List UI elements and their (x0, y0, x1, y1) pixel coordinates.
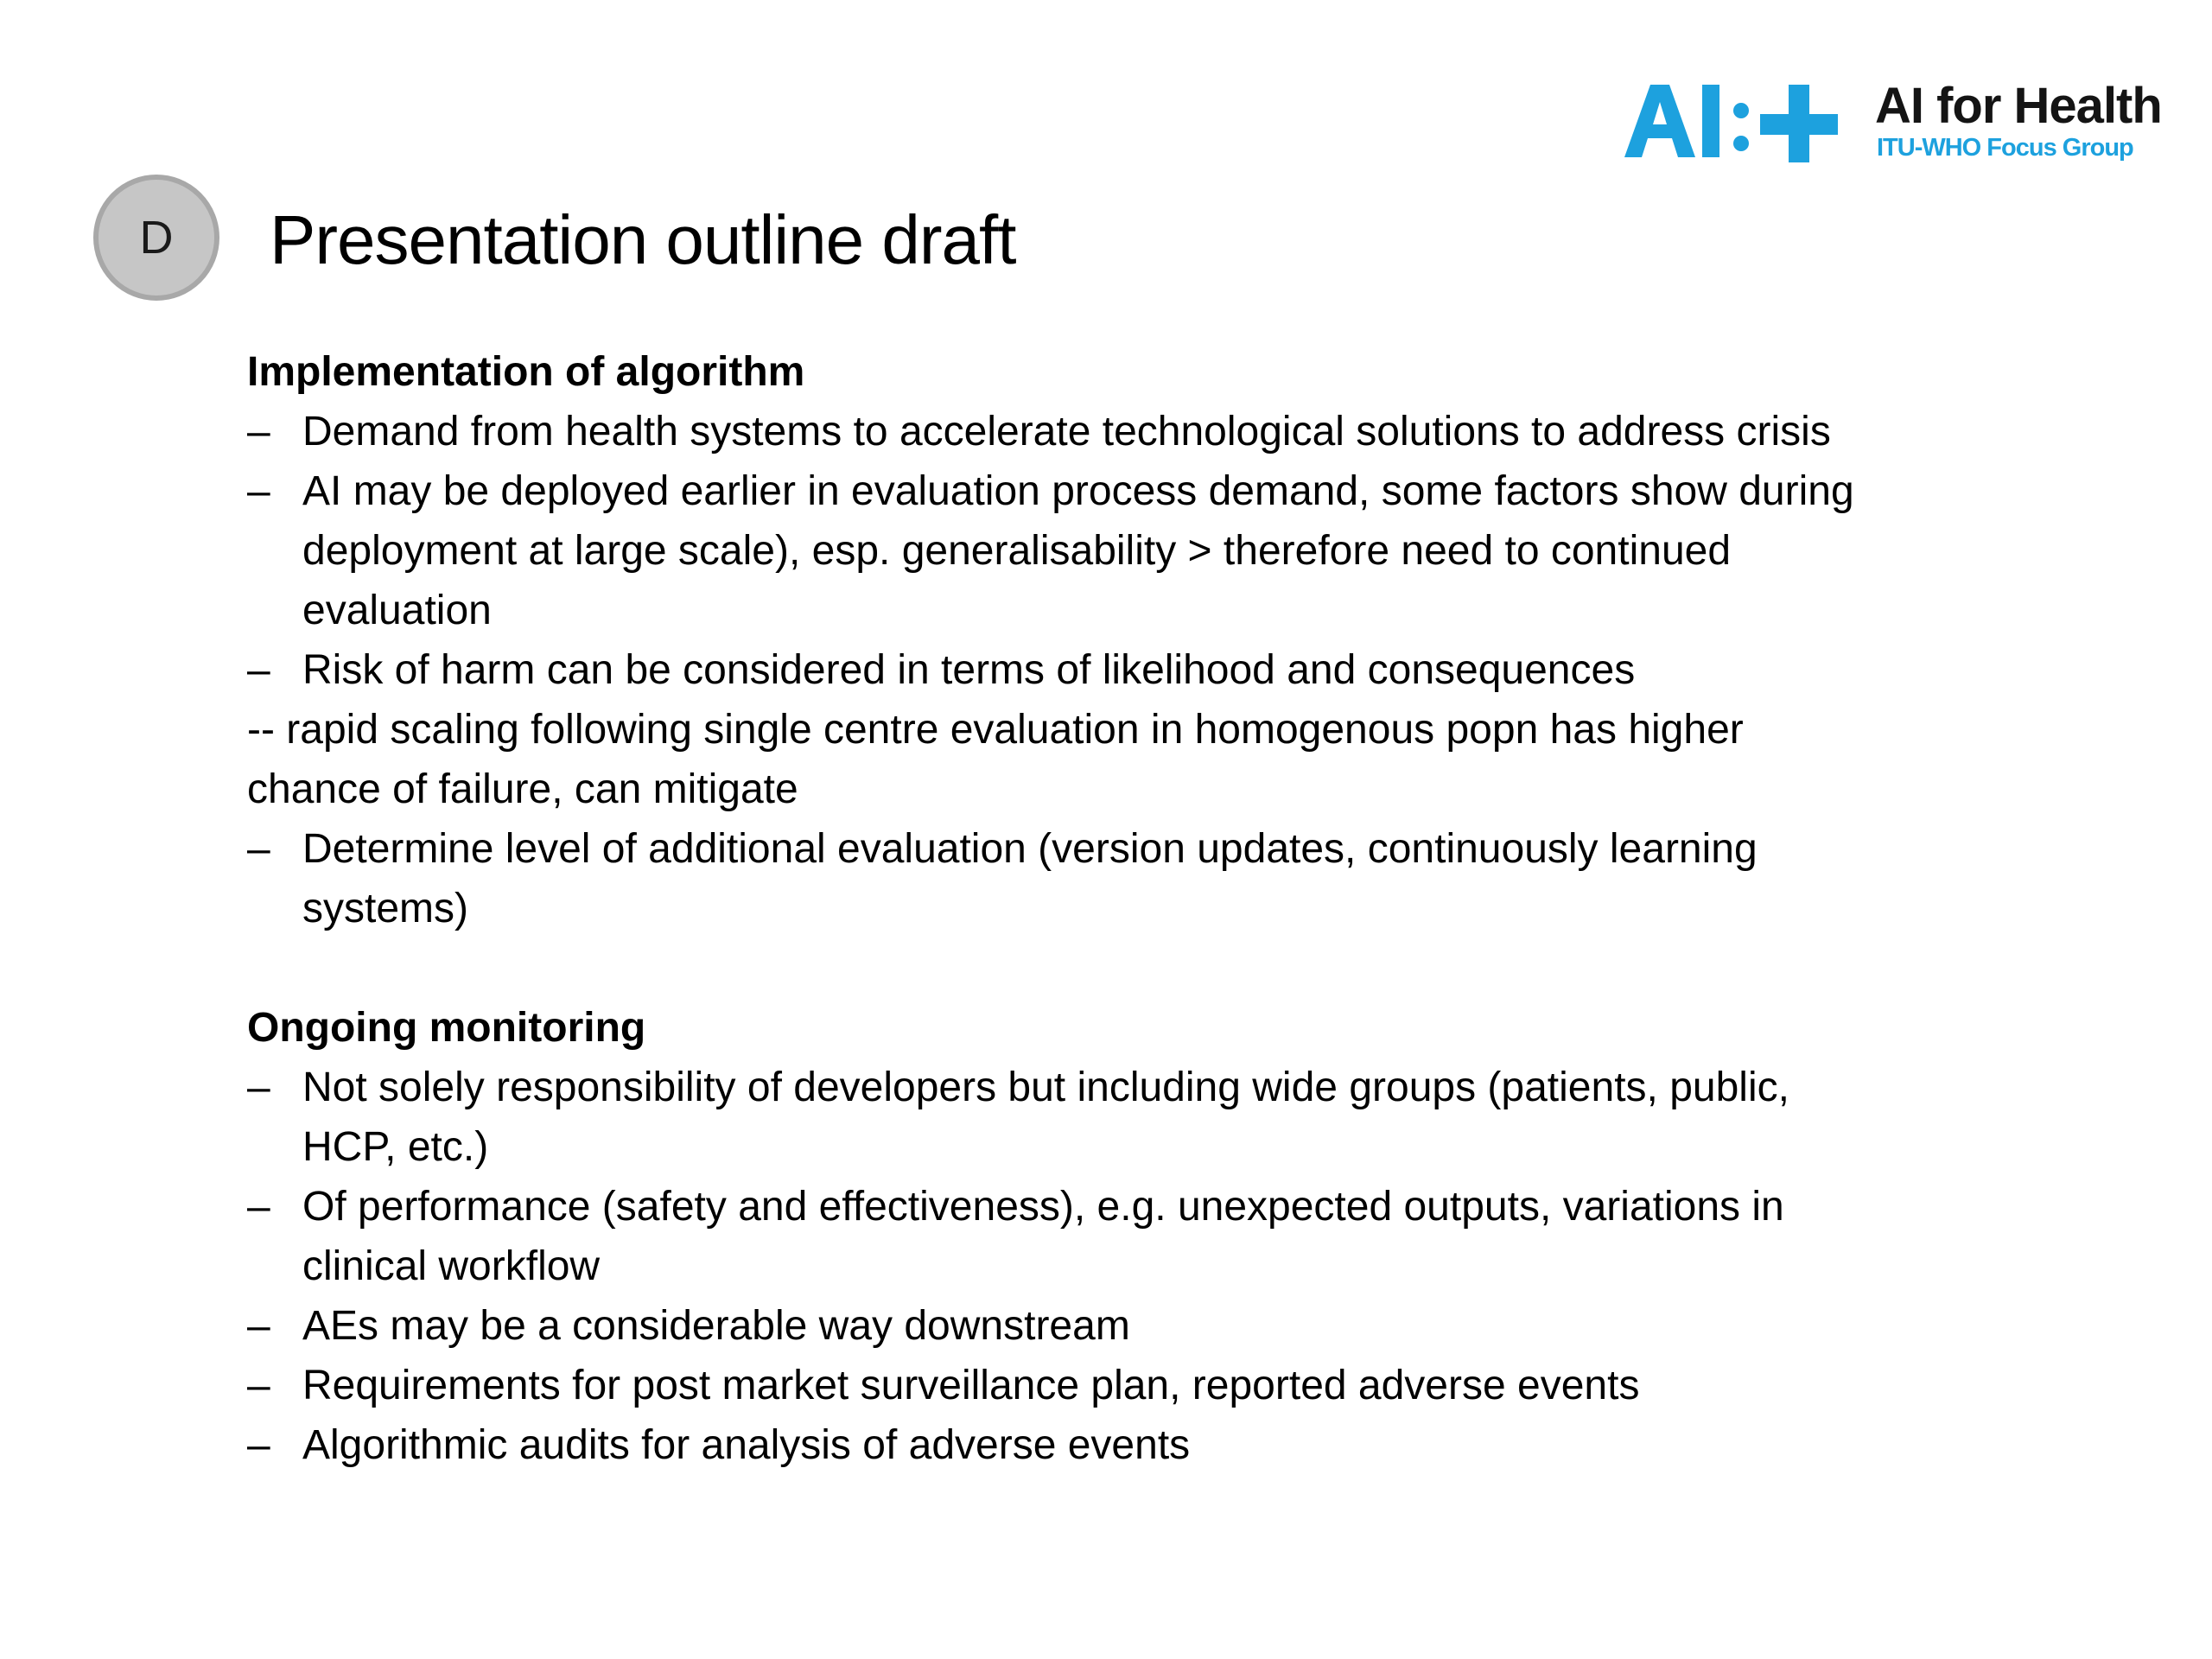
list-item (247, 1415, 1854, 1475)
logo-title: AI for Health (1875, 78, 2162, 134)
section-spacer (247, 938, 2113, 998)
list-item (247, 1296, 1854, 1356)
dash-bullet: – (247, 826, 270, 872)
list-item-text: AEs may be a considerable way downstream (302, 1303, 1130, 1349)
dash-bullet: – (247, 1184, 270, 1230)
section-heading-monitoring: Ongoing monitoring (247, 1005, 646, 1051)
list-item-text: Requirements for post market surveillance plan, reported adverse events (302, 1363, 1640, 1408)
list-item-text: Algorithmic audits for analysis of adverse events (302, 1422, 1191, 1468)
list-item-text: Not solely responsibility of developers but including wide groups (patients, public, HCP, etc.) (302, 1065, 1789, 1170)
dash-bullet: – (247, 1065, 270, 1110)
section-heading-implementation: Implementation of algorithm (247, 349, 805, 395)
list-item (247, 461, 1854, 640)
list-item (247, 819, 1854, 938)
list-item-text: AI may be deployed earlier in evaluation process demand, some factors show during deployment at large scale), esp. generalisability > therefore need to continued evaluation (302, 468, 1854, 633)
ai-for-health-logo (1624, 78, 2177, 164)
list-item-text: Determine level of additional evaluation (version updates, continuously learning systems) (302, 826, 1758, 931)
list-item (247, 1177, 1854, 1296)
list-item-text: Demand from health systems to accelerate technological solutions to address crisis (302, 409, 1831, 454)
dash-bullet: – (247, 409, 270, 454)
note-text: -- rapid scaling following single centre evaluation in homogenous popn has higher chance of failure, can mitigate (247, 707, 1744, 812)
dash-bullet: – (247, 468, 270, 514)
page-title: Presentation outline draft (270, 201, 1016, 278)
section-badge: D (93, 175, 219, 301)
list-item (247, 1356, 1854, 1415)
list-item-text: Of performance (safety and effectiveness), e.g. unexpected outputs, variations in clinical workflow (302, 1184, 1784, 1289)
dash-bullet: – (247, 1422, 270, 1468)
logo-subtitle: ITU-WHO Focus Group (1877, 134, 2133, 162)
dash-bullet: – (247, 1303, 270, 1349)
dash-bullet: – (247, 647, 270, 693)
list-item (247, 402, 1854, 461)
list-item-text: Risk of harm can be considered in terms of likelihood and consequences (302, 647, 1636, 693)
ai-plus-logo-mark (1624, 78, 1858, 164)
list-item (247, 1058, 1854, 1177)
list-item (247, 640, 1854, 700)
slide-content (247, 342, 2113, 1475)
dash-bullet: – (247, 1363, 270, 1408)
